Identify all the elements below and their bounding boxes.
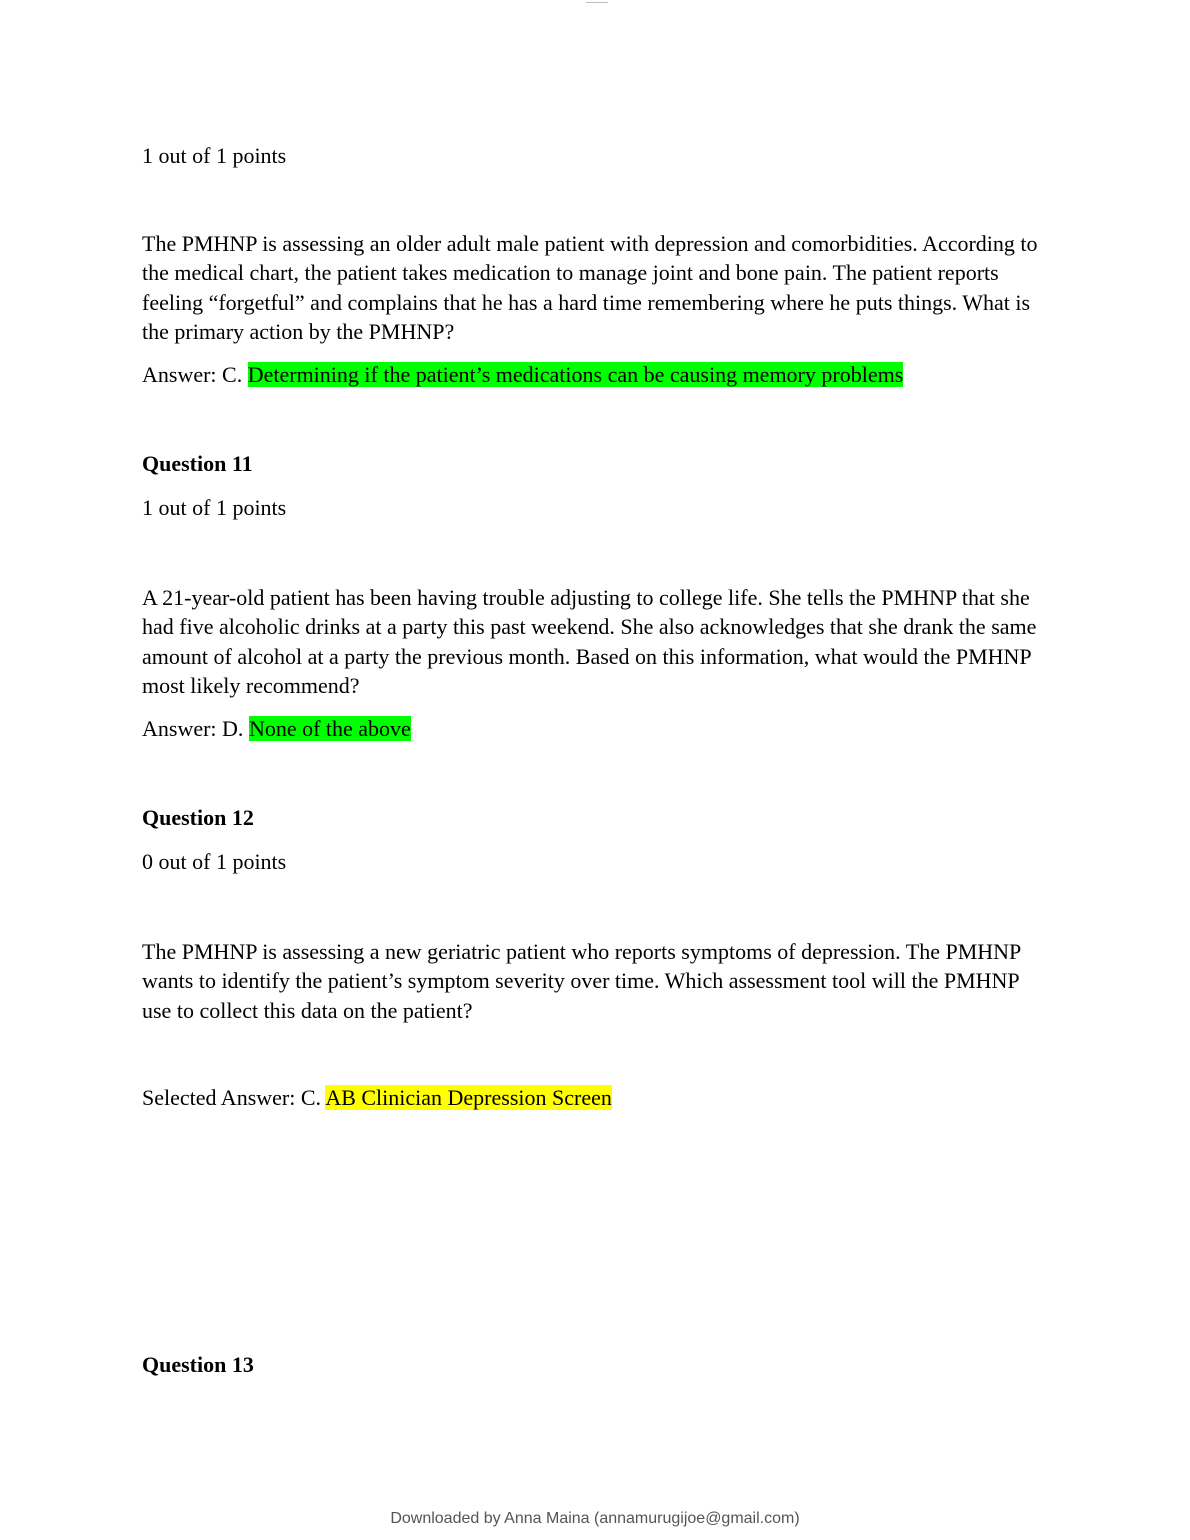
- q12-answer-highlight: AB Clinician Depression Screen: [325, 1085, 612, 1110]
- q10-answer-highlight: Determining if the patient’s medications can be causing memory problems: [247, 362, 904, 387]
- q11-answer-highlight: None of the above: [248, 716, 411, 741]
- q12-heading: Question 12: [142, 805, 254, 830]
- q11-answer: [142, 714, 411, 743]
- q12-question-text: The PMHNP is assessing a new geriatric patient who reports symptoms of depression. The PMHNP wants to identify the patient’s symptom severity over time. Which assessment tool will the PMHNP use to collect this data on the patient?: [142, 939, 1021, 1023]
- q11-question-text: A 21-year-old patient has been having trouble adjusting to college life. She tells the PMHNP that she had five alcoholic drinks at a party this past weekend. She also acknowledges that she drank the same amount of alcohol at a party the previous month. Based on this information, what would the PMHNP most likely recommend?: [142, 585, 1037, 698]
- download-footer: Downloaded by Anna Maina (annamurugijoe@gmail.com): [390, 1510, 800, 1527]
- q12-points: 0 out of 1 points: [142, 849, 287, 874]
- q10-answer-prefix: Answer: C.: [142, 362, 248, 387]
- q11-points: 1 out of 1 points: [142, 495, 287, 520]
- q10-question-text: The PMHNP is assessing an older adult male patient with depression and comorbidities. According to the medical chart, the patient takes medication to manage joint and bone pain. The patient reports feeling “forgetful” and complains that he has a hard time remembering where he puts things. What is the primary action by the PMHNP?: [142, 231, 1038, 344]
- header-mark: [586, 2, 608, 3]
- q11-heading: Question 11: [142, 451, 253, 476]
- q12-selected-answer: [142, 1083, 612, 1112]
- q12-answer-prefix: Selected Answer: C.: [142, 1085, 326, 1110]
- q13-heading: Question 13: [142, 1352, 254, 1377]
- q10-points: 1 out of 1 points: [142, 143, 287, 168]
- q11-answer-prefix: Answer: D.: [142, 716, 249, 741]
- q10-answer: [142, 360, 903, 389]
